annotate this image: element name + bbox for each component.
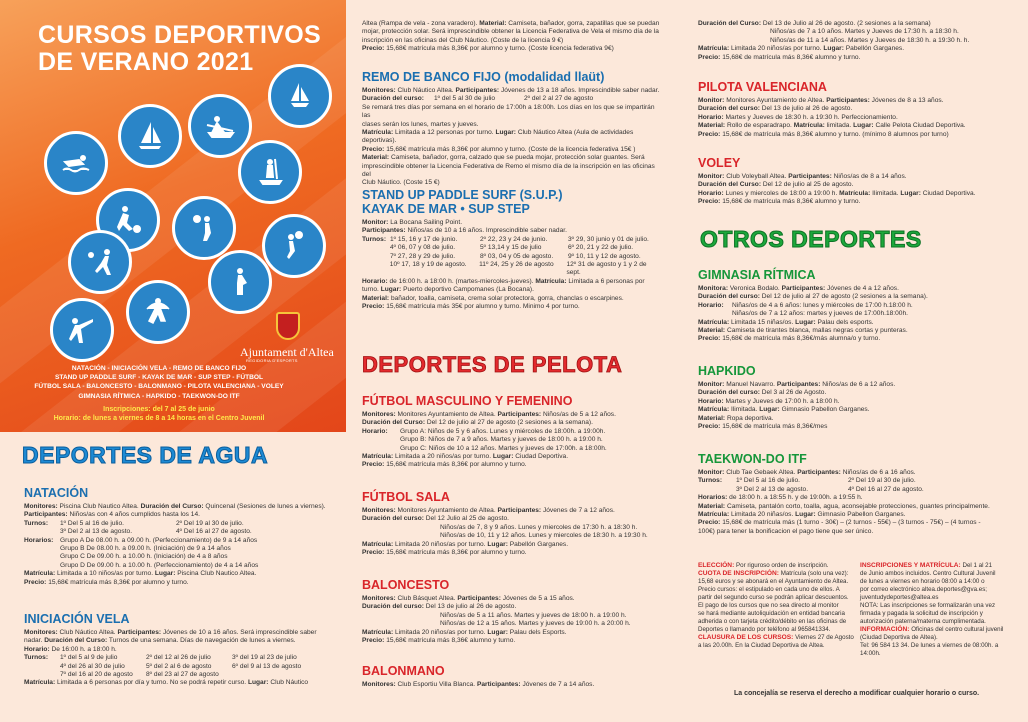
hero-panel bbox=[0, 0, 346, 432]
futbol-title: FÚTBOL MASCULINO Y FEMENINO bbox=[362, 394, 573, 408]
natacion-title: NATACIÓN bbox=[24, 486, 89, 500]
volleyball-icon bbox=[262, 214, 326, 278]
balonmano-section: BALONMANO Monitores: Club Esportiu Villa Blanca. Participantes: Jóvenes de 7 a 14 años. bbox=[362, 664, 662, 689]
sup-title: STAND UP PADDLE SURF (S.U.P.) bbox=[362, 188, 563, 202]
column-left bbox=[0, 0, 346, 722]
vela-section: INICIACIÓN VELA Monitores: Club Náutico Altea. Participantes: Jóvenes de 10 a 16 años. Será imprescindible saber nadar. Duración del Curso: Turnos de una semana. Días de navegación de lunes a viernes. Horario: De 16:00 h. a 18:00 h. Turnos: 1º del 5 al 9 de julio 2º del 12 al 26 de julio 3º del 19 al 23 de julio 4º del 26 al 30 de julio 5º del 2 al 6 de agosto 6º del 9 al 13 de agosto 7º del 16 al 20 de agosto 8º del 23 al 27 de agosto Matrícula: Limitada a 6 personas por día y turno. No se podrá repetir curso. Lugar: Club Náutico bbox=[24, 612, 340, 688]
windsurf-icon bbox=[118, 104, 182, 168]
sup-section: STAND UP PADDLE SURF (S.U.P.) KAYAK DE MAR • SUP STEP Monitor: La Bocana Sailing Point. Participantes: Niños/as de 10 a 16 años. Imprescindible saber nadar. Turnos: 1º 15, 16 y 17 de junio. 2º 22, 23 y 24 de junio. 3º 29, 30 junio y 01 de julio. 4º 06, 07 y 08 de julio. 5º 13,14 y 15 de julio 6º 20, 21 y 22 de julio. 7º 27, 28 y 29 de julio. 8º 03, 04 y 05 de agosto. 9º 10, 11 y 12 de agosto. 10º 17, 18 y 19 de agosto. 11º 24, 25 y 26 de agosto 12º 31 de agosto y 1 y 2 de sept. Horario: de 16:00 h. a 18:00 h. (martes-miercoles-jueves). Matrícula: Limitada a 6 personas por turno. Lugar: Puerto deportivo Campomanes (La Bocana). Material: bañador, toalla, camiseta, crema solar protectora, gorra, chanclas o escarpines. Precio: 15,68€ matrícula más 35€ por alumno y turno. Minimo 4 por turno. bbox=[362, 188, 662, 311]
baloncesto-section: BALONCESTO Monitores: Club Básquet Altea. Participantes: Jóvenes de 5 a 15 años. Duración del curso: Del 13 de julio al 26 de agosto. Niños/as de 5 a 11 años. Martes y jueves de 18:00 h. a 19:00 h. Niños/as de 12 a 15 años. Martes y jueves de 19:00 h. a 20:00 h. Matrícula: Limitada 20 niños/as por turno. Lugar: Palau dels Esports. Precio: 15,68€ matrícula más 8,36€ alumno y turno. bbox=[362, 578, 662, 645]
sailing-icon bbox=[268, 64, 332, 128]
taekwondo-title: TAEKWON-DO ITF bbox=[698, 452, 807, 466]
sala-section: FÚTBOL SALA Monitores: Monitores Ayuntamiento de Altea. Participantes: Jóvenes de 7 a 12 años. Duración del curso: Del 12 Julio al 25 de agosto. Niños/as de 7, 8 y 9 años. Lunes y miercoles de 17:30 h. a 18:30 h. Niños/as de 10, 11 y 12 años. Lunes y miercoles de 18:30 h. a 19:30 h. Matrícula: Limitada 20 niños/as por turno. Lugar: Pabellón Garganes. Precio: 15,68€ matrícula más 8,36€ por alumno y turno. bbox=[362, 490, 662, 557]
swimming-icon bbox=[44, 131, 108, 195]
column-middle bbox=[352, 0, 670, 722]
taekwondo-section: TAEKWON-DO ITF Monitor: Club Tae Gebaek Altea. Participantes: Niños/as de 6 a 16 años. Turnos: 1º Del 5 al 16 de julio. 2º Del 19 al 30 de julio. 3º Del 2 al 13 de agosto. 4º Del 16 al 27 de agosto. Horarios: de 18:00 h. a 18:55 h. y de 19:00h. a 19:55 h. Material: Camiseta, pantalón corto, toalla, agua, aconsejable protecciones, guantes principalmente. Matrícula: Limitada 20 niñas/os. Lugar: Gimnasio Pabellon Garganes. Precio: 15,68€ de matrícula más (1 turno - 30€) – (2 turnos - 55€) – (3 turnos - 75€) – (4 turnos - 100€) para tener la bonificacion el pago tiene que ser único. bbox=[698, 452, 1016, 536]
courses-list: NATACIÓN - INICIACIÓN VELA - REMO DE BANCO FIJO STAND UP PADDLE SURF - KAYAK DE MAR - SUP STEP - FÚTBOL FÚTBOL SALA - BALONCESTO - BALONMANO - PILOTA VALENCIANA - VOLEY GIMNASIA RÍTMICA - HAPKIDO - TAEKWON-DO ITF bbox=[34, 365, 284, 400]
balonmano-continued: Duración del Curso: Del 13 de Julio al 26 de agosto. (2 sesiones a la semana) Niños/as de 7 a 10 años. Martes y Jueves de 17:30 h. a 18:30 h. Niños/as de 11 a 14 años. Martes y Jueves de 18:30 h. a 19:30 h. h. Matrícula: Limitada 20 niños/as por turno. Lugar: Pabellón Garganes. Precio: 15,68€ de matrícula más 8,36€ alumno y turno. bbox=[698, 20, 970, 61]
natacion-section: NATACIÓN Monitores: Piscina Club Nautico Altea. Duración del Curso: Quincenal (Sesiones de lunes a viernes). Participantes: Niños/as con 4 años cumplidos hasta los 14. Turnos: 1º Del 5 al 16 de julio. 2º Del 19 al 30 de julio. 3º Del 2 al 13 de agosto. 4º Del 16 al 27 de agosto. Horarios: Grupo A De 08.00 h. a 09.00 h. (Perfeccionamiento) de 9 a 14 años Grupo B De 08.00 h. a 09.00 h. (Iniciación) de 9 a 14 años Grupo C De 09.00 h. a 10.00 h. (Iniciación) de 4 a 8 años Grupo D De 09.00 h. a 10.00 h. (Perfeccionamiento) de 4 a 14 años Matrícula: Limitada a 10 niños/as por turno. Lugar: Piscina Club Nautico Altea. Precio: 15,68€ matrícula más 8,36€ por alumno y turno. bbox=[24, 486, 340, 587]
water-sports-title: DEPORTES DE AGUA bbox=[22, 442, 269, 468]
rowing-icon bbox=[188, 94, 252, 158]
hero-title: CURSOS DEPORTIVOS DE VERANO 2021 bbox=[38, 21, 321, 76]
gimnasia-section: GIMNASIA RÍTMICA Monitora: Veronica Bodalo. Participantes: Jóvenes de 4 a 12 años. Duración del curso: Del 12 de julio al 27 de agosto (2 sesiones a la semana). Horario: Niñas/os de 4 a 6 años: lunes y miércoles de 17:00 h.18:00 h. Niñas/os de 7 a 12 años: martes y jueves de 17:00h.18:00h. Matrícula: Limitada 15 niñas/os. Lugar: Palau dels esports. Material: Camiseta de tirantes blanca, mallas negras cortas y punteras. Precio: 15,68€ de matrícula más 8,36€/más alumna/o y turno. bbox=[698, 268, 1016, 344]
gimnasia-title: GIMNASIA RÍTMICA bbox=[698, 268, 816, 282]
info-section: ELECCIÓN: Por riguroso orden de inscripción. CUOTA DE INSCRIPCIÓN: Matrícula (solo una vez): 15,68 euros y se abonará en el Ayuntamiento de Altea. Precio cursos: el estipulado en cada uno de ellos. A partir del segundo curso se podrán aplicar descuentos. El pago de los cursos que no sea directo al monitor se hará mediante autoliquidación en entidad bancaria adherida o con tarjeta crédito/débito en las oficinas de Deportes o llamando por teléfono al 965841334. CLAUSURA DE LOS CURSOS: Viernes 27 de Agosto a las 20.00h. En la Ciudad Deportiva de Altea. INSCRIPCIONES Y MATRÍCULA: Del 1 al 21 de Junio ambos incluidos. Centro Cultural Juvenil de lunes a viernes en horario 08:00 a 14:00 o por correo electrónico altea.deportes@gva.es; juventudydeportes@altea.es NOTA: Las inscripciones se formalizarán una vez firmada y pagada la solicitud de inscripción y autorización paterna/materna cumplimentada. INFORMACIÓN: Oficinas del centro cultural juvenil (Ciudad Deportiva de Altea). Tel: 96 584 13 34. De lunes a viernes de 08:00h. a 14:00h. bbox=[698, 562, 1004, 657]
inscription-dates: Inscripciones: del 7 al 25 de junio Horario: de lunes a viernes de 8 a 14 horas en el Centro Juvenil bbox=[53, 406, 265, 422]
ball-sports-title: DEPORTES DE PELOTA bbox=[362, 352, 623, 377]
voley-section: VOLEY Monitor: Club Voleyball Altea. Participantes: Niños/as de 8 a 14 años. Duración del Curso: Del 12 de julio al 25 de agosto. Horario: Lunes y miercoles de 18:00 a 19:00 h. Matrícula: Ilimitada. Lugar: Ciudad Deportiva. Precio: 15,68€ de matrícula más 8,36€ alumno y turno. bbox=[698, 156, 1016, 207]
remo-section: REMO DE BANCO FIJO (modalidad llaüt) Monitores: Club Náutico Altea. Participantes: Jóvenes de 13 a 18 años. Imprescindible saber nadar. Duración del curso: 1º del 5 al 30 de julio 2º del 2 al 27 de agosto Se remará tres días por semana en el horario de 17:00h a 18:00h. Los días en los que se impartirán las clases serán los lunes, martes y jueves. Matrícula: Limitada a 12 personas por turno. Lugar: Club Náutico Altea (Aula de actividades deportivas). Precio: 15,68€ matrícula más 8,36€ por alumno y turno. (Coste de la licencia federativa 15€ ) Material: Camiseta, bañador, gorra, calzado que se pueda mojar, protección solar guantes. Será imprescindible obtener la Licencia Federativa de Remo el mismo día de la inscripción en las oficinas del Club Náutico. (Coste 15 €) bbox=[362, 70, 662, 188]
basketball-icon bbox=[172, 196, 236, 260]
handball-icon bbox=[208, 250, 272, 314]
kayak-title: KAYAK DE MAR • SUP STEP bbox=[362, 202, 530, 216]
altea-crest bbox=[276, 312, 300, 340]
hapkido-title: HAPKIDO bbox=[698, 364, 756, 378]
disclaimer: La concejalía se reserva el derecho a modificar cualquier horario o curso. bbox=[734, 690, 980, 697]
vela-continued: Altea (Rampa de vela - zona varadero). Material: Camiseta, bañador, gorra, zapatillas que se puedan mojar, protección solar. Será imprescindible obtener la Licencia Federativa de Vela el mismo día de la inscripción en las oficinas del Club Náutico. (Coste de la licencia 9 €) Precio: 15,68€ matrícula más 8,36€ por alumno y turno. (Coste licencia federativa 9€) bbox=[362, 20, 660, 53]
pilota-title: PILOTA VALENCIANA bbox=[698, 80, 827, 94]
other-sports-title: OTROS DEPORTES bbox=[700, 226, 922, 252]
hapkido-section: HAPKIDO Monitor: Manuel Navarro. Participantes: Niños/as de 6 a 12 años. Duración del curso: Del 3 al 26 de Agosto. Horario: Martes y Jueves de 17:00 h. a 18:00 h. Matrícula: Ilimitada. Lugar: Gimnasio Pabellon Garganes. Material: Ropa deportiva. Precio: 15,68€ de matrícula más 8,36€/mes bbox=[698, 364, 1016, 431]
pilota-icon bbox=[68, 230, 132, 294]
column-right bbox=[676, 0, 1028, 722]
voley-title: VOLEY bbox=[698, 156, 741, 170]
gymnastics-icon bbox=[126, 280, 190, 344]
sup-icon bbox=[238, 140, 302, 204]
baloncesto-title: BALONCESTO bbox=[362, 578, 450, 592]
ajuntament-logo: Ajuntament d'Altea bbox=[240, 345, 334, 359]
ajuntament-sub: REGIDORIA D'ESPORTS bbox=[246, 358, 298, 363]
futbol-section: FÚTBOL MASCULINO Y FEMENINO Monitores: Monitores Ayuntamiento de Altea. Participantes: Niños/as de 5 a 12 años. Duración del Curso: Del 12 de julio al 27 de agosto (2 sesiones a la semana). Horario: Grupo A: Niños de 5 y 6 años. Lunes y miércoles de 18:00h. a 19:00h. Grupo B: Niños de 7 a 9 años. Martes y jueves de 18:00 h. a 19:00 h. Grupo C: Niños de 10 a 12 años. Martes y jueves de 17:00h. a 18:00h. Matrícula: Limitada a 20 niños/as por turno. Lugar: Ciudad Deportiva. Precio: 15,68€ matrícula más 8,36€ por alumno y turno. bbox=[362, 394, 662, 470]
balonmano-title: BALONMANO bbox=[362, 664, 445, 678]
karate-icon bbox=[50, 298, 114, 362]
sala-title: FÚTBOL SALA bbox=[362, 490, 450, 504]
remo-title: REMO DE BANCO FIJO (modalidad llaüt) bbox=[362, 70, 605, 84]
vela-title: INICIACIÓN VELA bbox=[24, 612, 130, 626]
pilota-section: PILOTA VALENCIANA Monitor: Monitores Ayuntamiento de Altea. Participantes: Jóvenes de 8 a 13 años. Duración del curso: Del 13 de julio al 26 de agosto. Horario: Martes y Jueves de 18:30 h. a 19:30 h. Perfeccionamiento. Material: Rollo de esparadrapo. Matrícula: limitada. Lugar: Calle Pelota Ciudad Deportiva. Precio: 15,68€ de matrícula más 8,36€ alumno y turno. (mínimo 8 alumnos por turno) bbox=[698, 80, 1016, 139]
